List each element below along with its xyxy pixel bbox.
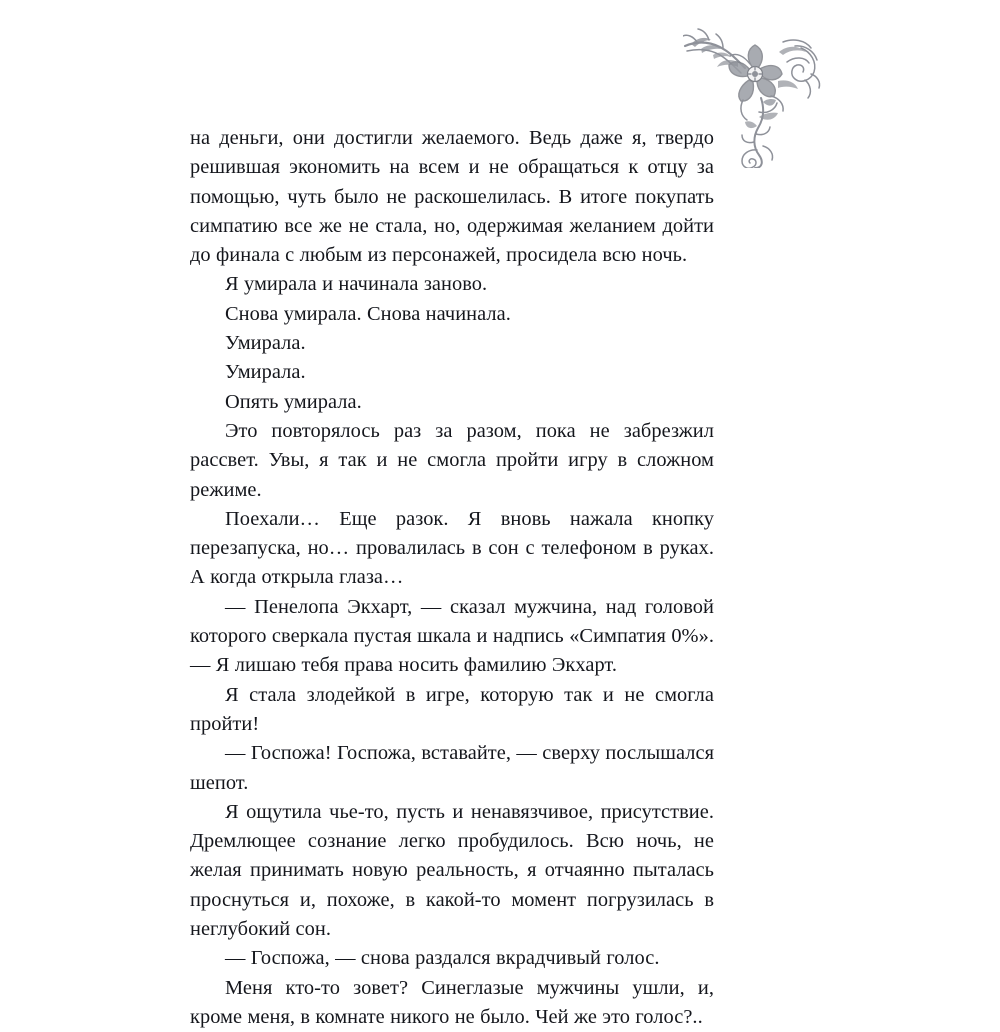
paragraph: Умирала. [225,332,306,355]
paragraph: Умирала. [225,361,306,384]
paragraph: Я ощутила чье-то, пусть и ненавязчивое, присутствие. Дремлющее сознание легко пробудилось. Всю ночь, не желая принимать новую реальность, я отчаянно пыталась проснуться и, похоже, в какой-то момент погрузилась в неглубокий сон. [190,800,714,941]
page-text-body [190,124,714,1032]
paragraph: — Госпожа! Госпожа, вставайте, — сверху послышался шепот. [190,742,714,794]
paragraph: Это повторялось раз за разом, пока не забрезжил рассвет. Увы, я так и не смогла пройти игру в сложном режиме. [190,419,714,501]
paragraph: Опять умирала. [225,390,362,413]
paragraph: Я умирала и начинала заново. [225,273,488,296]
paragraph: Снова умирала. Снова начинала. [225,302,511,325]
paragraph: — Госпожа, — снова раздался вкрадчивый голос. [225,947,660,970]
paragraph: на деньги, они достигли желаемого. Ведь даже я, твердо решившая экономить на всем и не обращаться к отцу за помощью, чуть было не раскошелилась. В итоге покупать симпатию все же не стала, но, одержимая желанием дойти до финала с любым из персонажей, просидела всю ночь. [190,127,714,267]
paragraph: — Пенелопа Экхарт, — сказал мужчина, над головой которого сверкала пустая шкала и надпись «Симпатия 0%». — Я лишаю тебя права носить фамилию Экхарт. [190,595,714,677]
paragraph: Меня кто-то зовет? Синеглазые мужчины ушли, и, кроме меня, в комнате никого не было. Чей же это голос?.. [190,976,714,1028]
paragraph: Я стала злодейкой в игре, которую так и не смогла пройти! [190,683,714,735]
paragraph: Поехали… Еще разок. Я вновь нажала кнопку перезапуска, но… провалилась в сон с телефоном в руках. А когда открыла глаза… [190,507,714,589]
